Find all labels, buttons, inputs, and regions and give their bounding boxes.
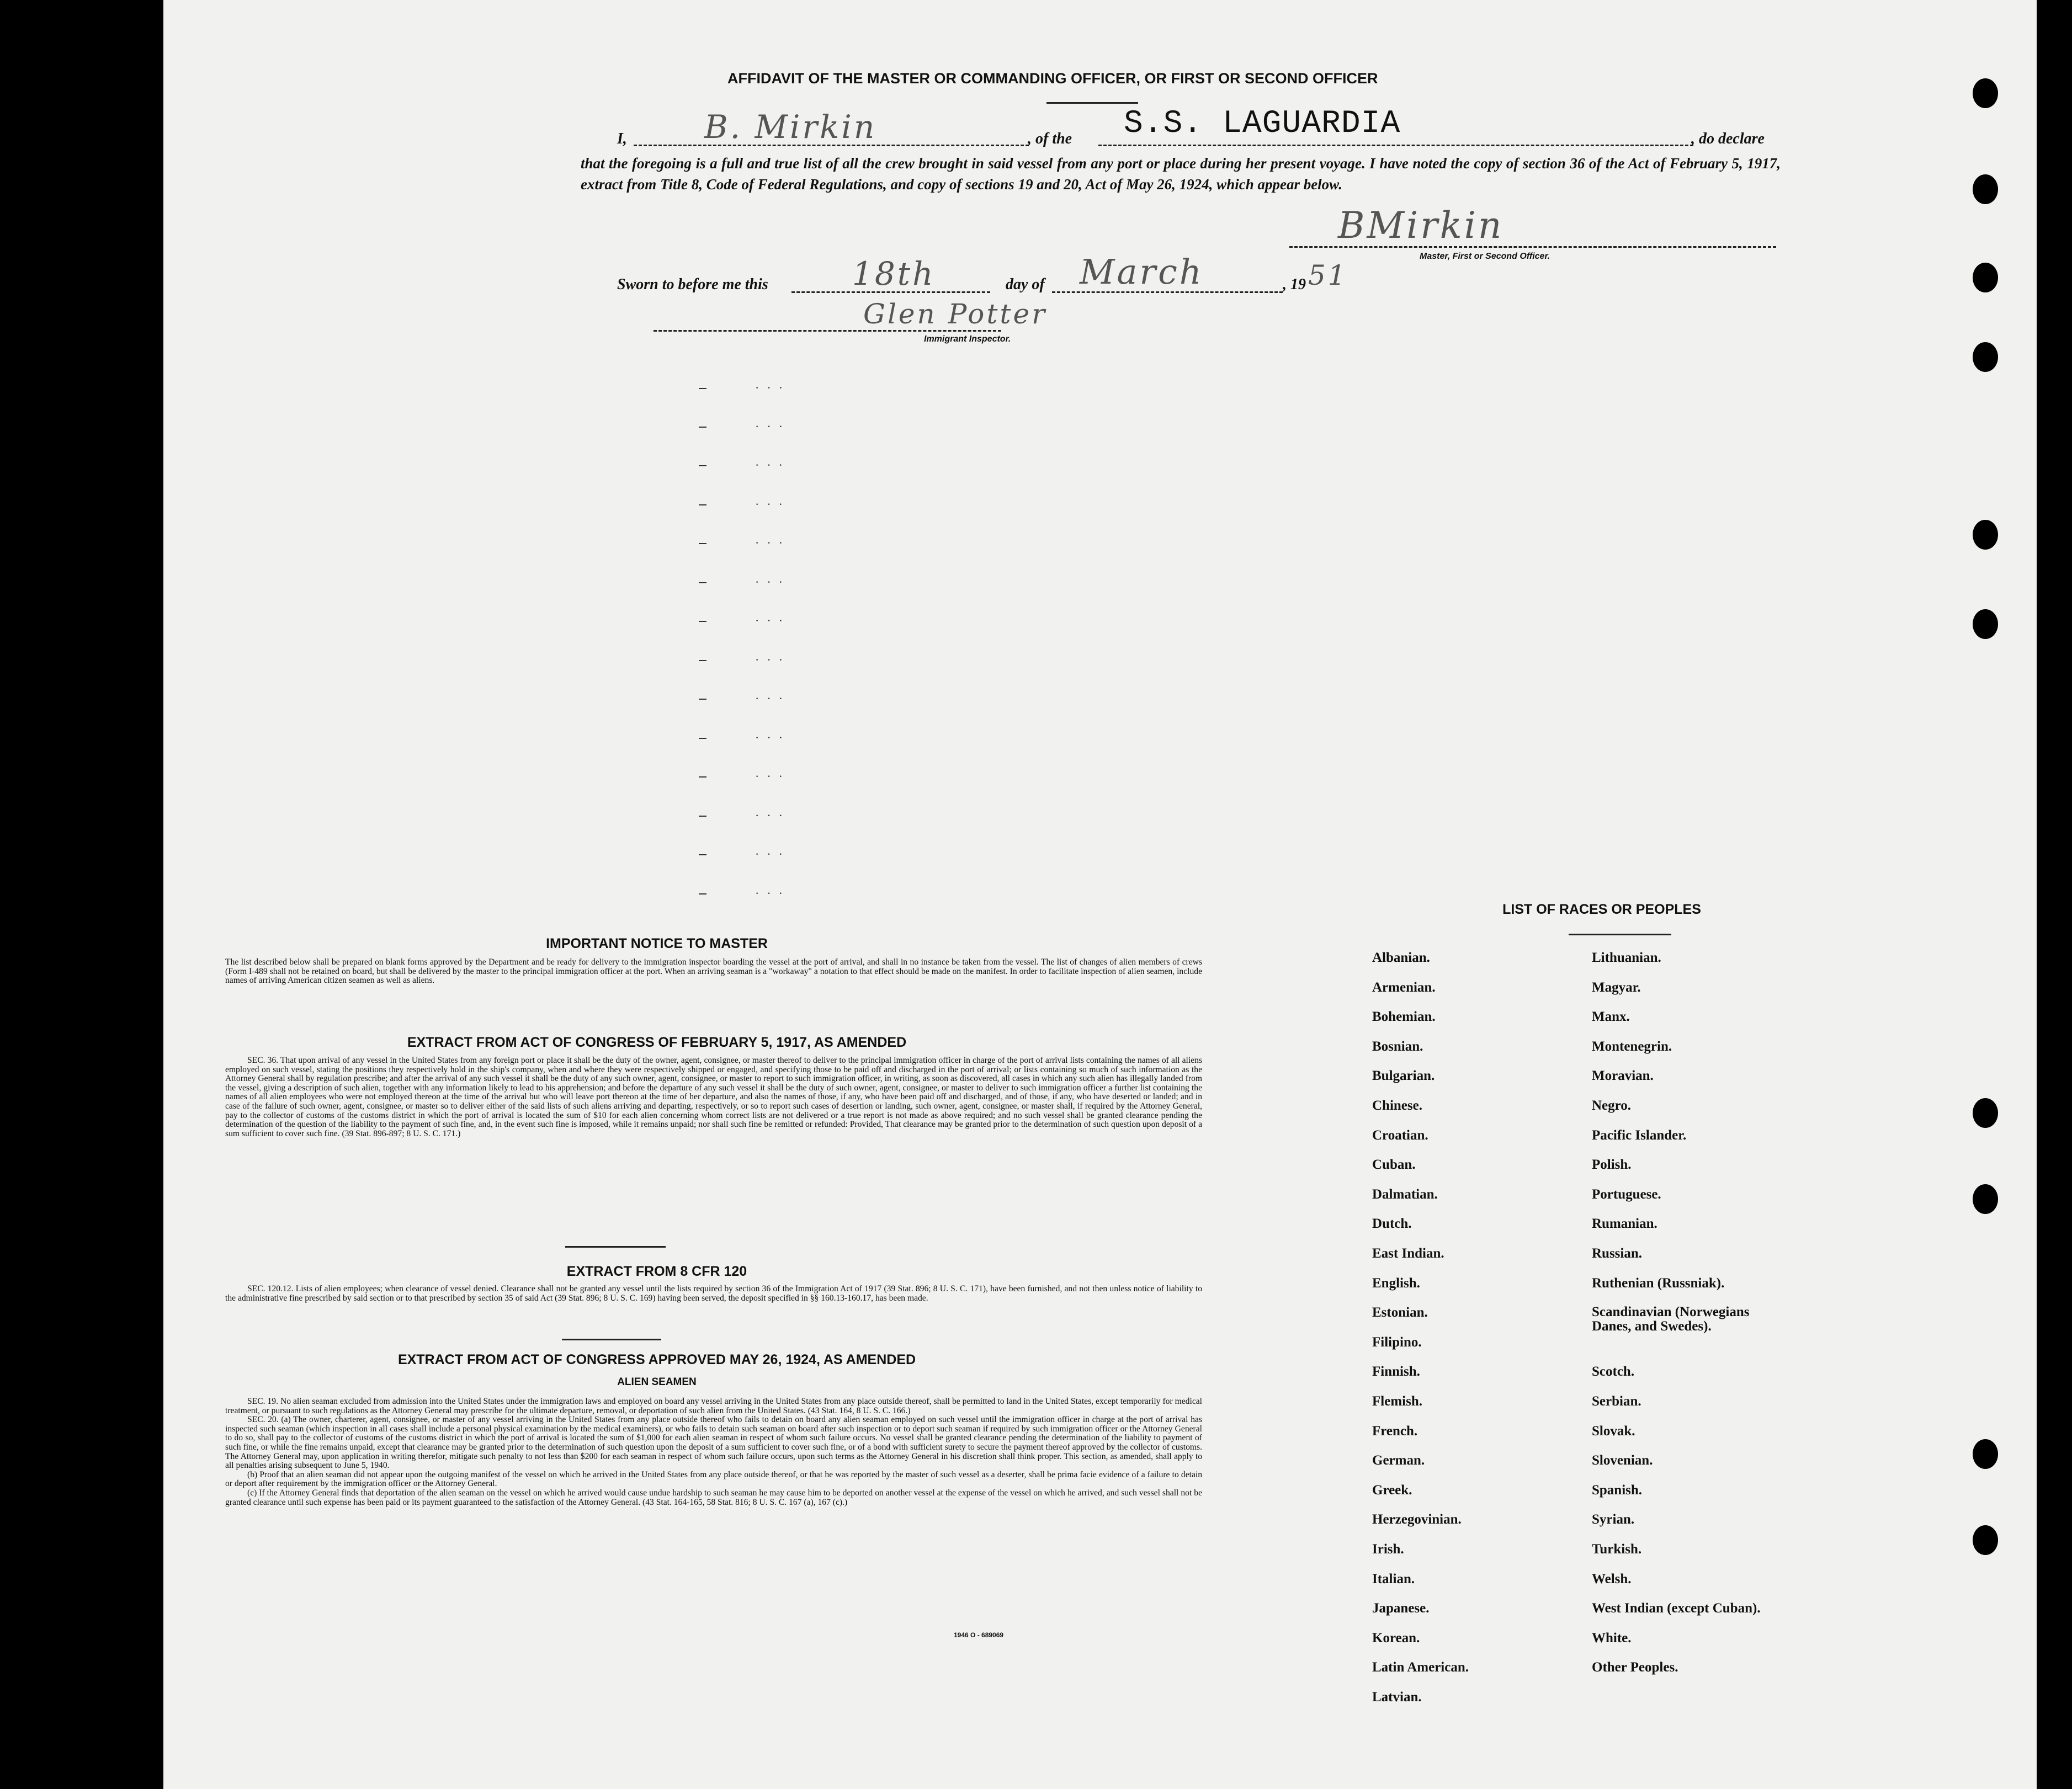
affidavit-title: AFFIDAVIT OF THE MASTER OR COMMANDING OFFICER, OR FIRST OR SECOND OFFICER — [727, 70, 1378, 87]
race-item: Slovenian. — [1592, 1453, 1653, 1468]
race-item: Dalmatian. — [1372, 1186, 1438, 1202]
binder-hole — [1973, 263, 1998, 292]
list-dots: ··· — [755, 614, 790, 627]
list-dots: ··· — [755, 769, 790, 783]
race-item: Russian. — [1592, 1246, 1643, 1261]
list-dots: ··· — [755, 808, 790, 822]
race-item: Other Peoples. — [1592, 1660, 1678, 1675]
sec20a-paragraph: SEC. 20. (a) The owner, charterer, agent, consignee, or master of any vessel arriving in the United States from any place outside thereof who fails to detain on board any alien seaman employed on such vessel until the immigration officer in charge at the port of arrival has inspected such seaman (which inspection in all cases shall include a personal physical examination by the medical examiners), or who fails to detain such seaman on board after such inspection or to deport such seaman if required by such immigration officer or the Attorney General to do so, shall pay to the collector of customs of the customs district in which the port of arrival is located the sum of $1,000 for each alien seaman in respect of whom such failure occurs. No vessel shall be granted clearance pending the determination of the liability to payment of such fine, or while the fine remains unpaid, except that clearance may be granted prior to the determination of such question upon the deposit of a sum sufficient to cover such fine, or of a bond with sufficient surety to secure the payment thereof approved by the collector of customs. The Attorney General may, upon application in writing therefor, mitigate such penalty to not less than $200 for each seaman in respect of whom such failure occurs, upon such terms as the Attorney General in his discretion shall think proper. This section, as amended, shall apply to all penalties arising subsequent to June 5, 1940. — [225, 1415, 1202, 1471]
extract-1924-subtitle: ALIEN SEAMEN — [617, 1376, 697, 1388]
race-item: Turkish. — [1592, 1542, 1642, 1557]
extract-1924-text — [225, 1397, 1202, 1507]
race-item: Scandinavian (Norwegians Danes, and Swedes). — [1592, 1305, 1750, 1334]
list-dots: ··· — [755, 847, 790, 861]
document-page — [163, 0, 2037, 1789]
list-tick — [699, 776, 706, 778]
sworn-month: March — [1080, 252, 1204, 292]
race-item: West Indian (except Cuban). — [1592, 1601, 1761, 1616]
races-rule — [1569, 934, 1671, 935]
list-tick — [699, 699, 706, 700]
race-item: Japanese. — [1372, 1601, 1430, 1616]
race-item: Lithuanian. — [1592, 950, 1661, 965]
sec20b-paragraph: (b) Proof that an alien seaman did not appear upon the outgoing manifest of the vessel on which he arrived in the United States from any place outside thereof, or that he was reported by the master of such vessel as a deserter, shall be prima facie evidence of a failure to detain or deport after requirement by the immigration officer or the Attorney General. — [225, 1469, 1202, 1489]
list-tick — [699, 893, 706, 894]
race-item: Irish. — [1372, 1542, 1404, 1557]
list-dots: ··· — [755, 731, 790, 744]
race-item: Korean. — [1372, 1630, 1420, 1646]
binder-hole — [1973, 342, 1998, 372]
list-tick — [699, 660, 706, 661]
sworn-day: 18th — [852, 255, 936, 292]
binder-hole — [1973, 174, 1998, 204]
list-dots: ··· — [755, 536, 790, 550]
extract-1924-title: EXTRACT FROM ACT OF CONGRESS APPROVED MAY 26, 1924, AS AMENDED — [397, 1352, 916, 1367]
race-item: Bosnian. — [1372, 1039, 1423, 1054]
title-rule — [1046, 102, 1138, 104]
race-item: English. — [1372, 1275, 1420, 1291]
race-item: Latvian. — [1372, 1690, 1422, 1705]
race-item: Montenegrin. — [1592, 1039, 1672, 1054]
officer-name-handwritten: B. Mirkin — [704, 108, 877, 146]
list-dots: ··· — [755, 497, 790, 511]
race-item: Negro. — [1592, 1098, 1632, 1113]
race-item: Latin American. — [1372, 1660, 1469, 1675]
race-item: Armenian. — [1372, 979, 1436, 995]
race-item: Croatian. — [1372, 1127, 1428, 1143]
sec20c-paragraph: (c) If the Attorney General finds that deportation of the alien seaman on the vessel on which he arrived would cause undue hardship to such seaman he may cause him to be deported on another vessel at the expense of the vessel on which he arrived, and such vessel shall not be granted clearance until such expense has been paid or its payment guaranteed to the satisfaction of the Attorney General. (43 Stat. 164-165, 58 Stat. 816; 8 U. S. C. 167 (a), 167 (c).) — [225, 1488, 1202, 1507]
race-item: Albanian. — [1372, 950, 1430, 965]
extract-1917-text: SEC. 36. That upon arrival of any vessel in the United States from any foreign port or place it shall be the duty of the owner, agent, consignee, or master thereof to deliver to the principal immigration officer in charge of the port of arrival lists containing the names of all aliens employed on such vessel, stating the positions they respectively hold in the ship's company, when and where they were respectively shipped or engaged, and specifying those to be paid off and discharged in the port of arrival; or lists containing so much of such information as the Attorney General shall by regulation prescribe; and after the arrival of any such vessel it shall be the duty of any such owner, agent, consignee, or master to report to such immigration officer, in writing, as soon as discovered, all cases in which any such alien has illegally landed from the vessel, giving a description of such alien, together with any information likely to lead to his apprehension; and before the departure of any such vessel it shall be the duty of such owner, agent, consignee, or master to deliver to such immigration officer a further list containing the names of all alien employees who were not employed thereon at the time of the arrival but who will leave port thereon at the time of her departure, and also the names of those, if any, who have been paid off and discharged, and of those, if any, who have deserted or landed; and in case of the failure of such owner, agent, consignee, or master so to deliver either of the said lists of such aliens arriving and departing, respectively, or so to report such cases of desertion or landing, such owner, agent, consignee, or master shall, if required by the Attorney General, pay to the collector of customs of the customs district in which the port of arrival is located the sum of $10 for each alien concerning whom correct lists are not delivered or a true report is not made as above required; and no such vessel shall be granted clearance pending the determination of the question of the liability to the payment of such fine, and, in the event such fine is imposed, while it remains unpaid; nor shall such fine be remitted or refunded: Provided, That clearance may be granted prior to the determination of such question upon deposit of a sum sufficient to cover such fine. (39 Stat. 896-897; 8 U. S. C. 171.) — [225, 1056, 1202, 1138]
race-item: Pacific Islander. — [1592, 1127, 1687, 1143]
binder-hole — [1973, 520, 1998, 550]
day-of-label: day of — [1006, 276, 1045, 293]
list-tick — [699, 582, 706, 583]
list-dots: ··· — [755, 575, 790, 589]
list-tick — [699, 854, 706, 855]
extract-1917-title: EXTRACT FROM ACT OF CONGRESS OF FEBRUARY 5, 1917, AS AMENDED — [407, 1035, 907, 1050]
list-tick — [699, 465, 706, 466]
race-item: Syrian. — [1592, 1512, 1635, 1527]
list-dots: ··· — [755, 419, 790, 433]
race-item: Estonian. — [1372, 1305, 1428, 1321]
master-caption: Master, First or Second Officer. — [1420, 252, 1550, 261]
binder-hole — [1973, 1184, 1998, 1214]
race-item: Polish. — [1592, 1157, 1632, 1173]
race-item: Scotch. — [1592, 1364, 1635, 1380]
binder-hole — [1973, 609, 1998, 639]
race-item: Bulgarian. — [1372, 1068, 1435, 1084]
race-item: Italian. — [1372, 1571, 1415, 1586]
sworn-label: Sworn to before me this — [617, 276, 768, 293]
master-signature-line — [1289, 246, 1776, 248]
race-item: Bohemian. — [1372, 1009, 1436, 1025]
vessel-name: S.S. LAGUARDIA — [1124, 106, 1401, 142]
do-declare-label: , do declare — [1691, 130, 1765, 147]
print-code: 1946 O - 689069 — [954, 1631, 1004, 1639]
race-item: Spanish. — [1592, 1482, 1643, 1498]
list-tick — [699, 621, 706, 622]
binder-hole — [1973, 1525, 1998, 1555]
race-item: German. — [1372, 1453, 1425, 1468]
inspector-signature: Glen Potter — [863, 298, 1048, 330]
list-tick — [699, 504, 706, 505]
master-signature: BMirkin — [1338, 204, 1504, 247]
declaration-text: that the foregoing is a full and true list of all the crew brought in said vessel from any port or place during her present voyage. I have noted the copy of section 36 of the Act of February 5, 1917, extract from Title 8, Code of Federal Regulations, and copy of sections 19 and 20, Act of May 26, 1924, which appear below. — [581, 155, 1781, 193]
race-item: Chinese. — [1372, 1098, 1422, 1113]
race-item: East Indian. — [1372, 1246, 1444, 1261]
race-item: Welsh. — [1592, 1571, 1632, 1586]
list-tick — [699, 427, 706, 428]
race-item: Finnish. — [1372, 1364, 1420, 1380]
list-tick — [699, 816, 706, 817]
inspector-caption: Immigrant Inspector. — [924, 334, 1011, 344]
race-item: Rumanian. — [1592, 1216, 1657, 1232]
list-tick — [699, 388, 706, 389]
race-item: Serbian. — [1592, 1394, 1641, 1409]
race-item: Manx. — [1592, 1009, 1630, 1025]
list-dots: ··· — [755, 691, 790, 705]
races-title: LIST OF RACES OR PEOPLES — [1502, 902, 1701, 917]
extract-cfr-title: EXTRACT FROM 8 CFR 120 — [566, 1264, 747, 1279]
race-item: French. — [1372, 1423, 1418, 1439]
list-dots: ··· — [755, 886, 790, 900]
race-item: Dutch. — [1372, 1216, 1412, 1232]
section-rule — [562, 1339, 661, 1340]
section-rule — [565, 1246, 666, 1248]
race-item: Cuban. — [1372, 1157, 1416, 1173]
list-dots: ··· — [755, 381, 790, 395]
notice-text: The list described below shall be prepared on blank forms approved by the Department and be ready for delivery to the immigration inspector boarding the vessel at the port of arrival, and shall in no instance be taken from the vessel. The list of changes of alien members of crews (Form I-489 shall not be retained on board, but shall be delivered by the master to the principal immigration officer at the port. When an arriving seaman is a "workaway" a notation to that effect should be made on the manifest. In order to facilitate inspection of alien seamen, include names of arriving American citizen seamen as well as aliens. — [225, 957, 1202, 986]
race-item: Greek. — [1372, 1482, 1412, 1498]
year-prefix: , 19 — [1283, 276, 1306, 293]
binder-hole — [1973, 78, 1998, 108]
notice-title: IMPORTANT NOTICE TO MASTER — [546, 936, 768, 951]
year-suffix: 51 — [1308, 259, 1348, 291]
race-item: Magyar. — [1592, 979, 1641, 995]
i-label: I, — [617, 130, 627, 147]
binder-hole — [1973, 1439, 1998, 1469]
race-item: Filipino. — [1372, 1334, 1422, 1350]
list-dots: ··· — [755, 653, 790, 667]
binder-hole — [1973, 1098, 1998, 1128]
list-dots: ··· — [755, 458, 790, 472]
race-item: Moravian. — [1592, 1068, 1654, 1084]
race-item: White. — [1592, 1630, 1632, 1646]
sec19-paragraph: SEC. 19. No alien seaman excluded from admission into the United States under the immigration laws and employed on board any vessel arriving in the United States from any place outside thereof, shall be permitted to land in the United States, except temporarily for medical treatment, or pursuant to such regulations as the Attorney General may prescribe for the ultimate departure, removal, or deportation of such alien from the United States. (43 Stat. 164, 8 U. S. C. 166.) — [225, 1397, 1202, 1415]
race-item: Ruthenian (Russniak). — [1592, 1275, 1725, 1291]
race-item: Slovak. — [1592, 1423, 1635, 1439]
vessel-name-line — [1098, 145, 1693, 146]
extract-cfr-text: SEC. 120.12. Lists of alien employees; when clearance of vessel denied. Clearance shall not be granted any vessel until the lists required by section 36 of the Immigration Act of 1917 (39 Stat. 896; 8 U. S. C. 171), have been furnished, and not then unless notice of liability to the administrative fine prescribed by said section or to that prescribed by section 35 of said Act (39 Stat. 896; 8 U. S. C. 169) having been served, the deposit specified in §§ 160.13-160.17, has been made. — [225, 1284, 1202, 1303]
of-the-label: , of the — [1028, 130, 1072, 147]
race-item: Portuguese. — [1592, 1186, 1661, 1202]
list-tick — [699, 543, 706, 544]
inspector-signature-line — [654, 330, 1001, 332]
race-item: Flemish. — [1372, 1394, 1422, 1409]
race-item: Herzegovinian. — [1372, 1512, 1462, 1527]
list-tick — [699, 738, 706, 739]
